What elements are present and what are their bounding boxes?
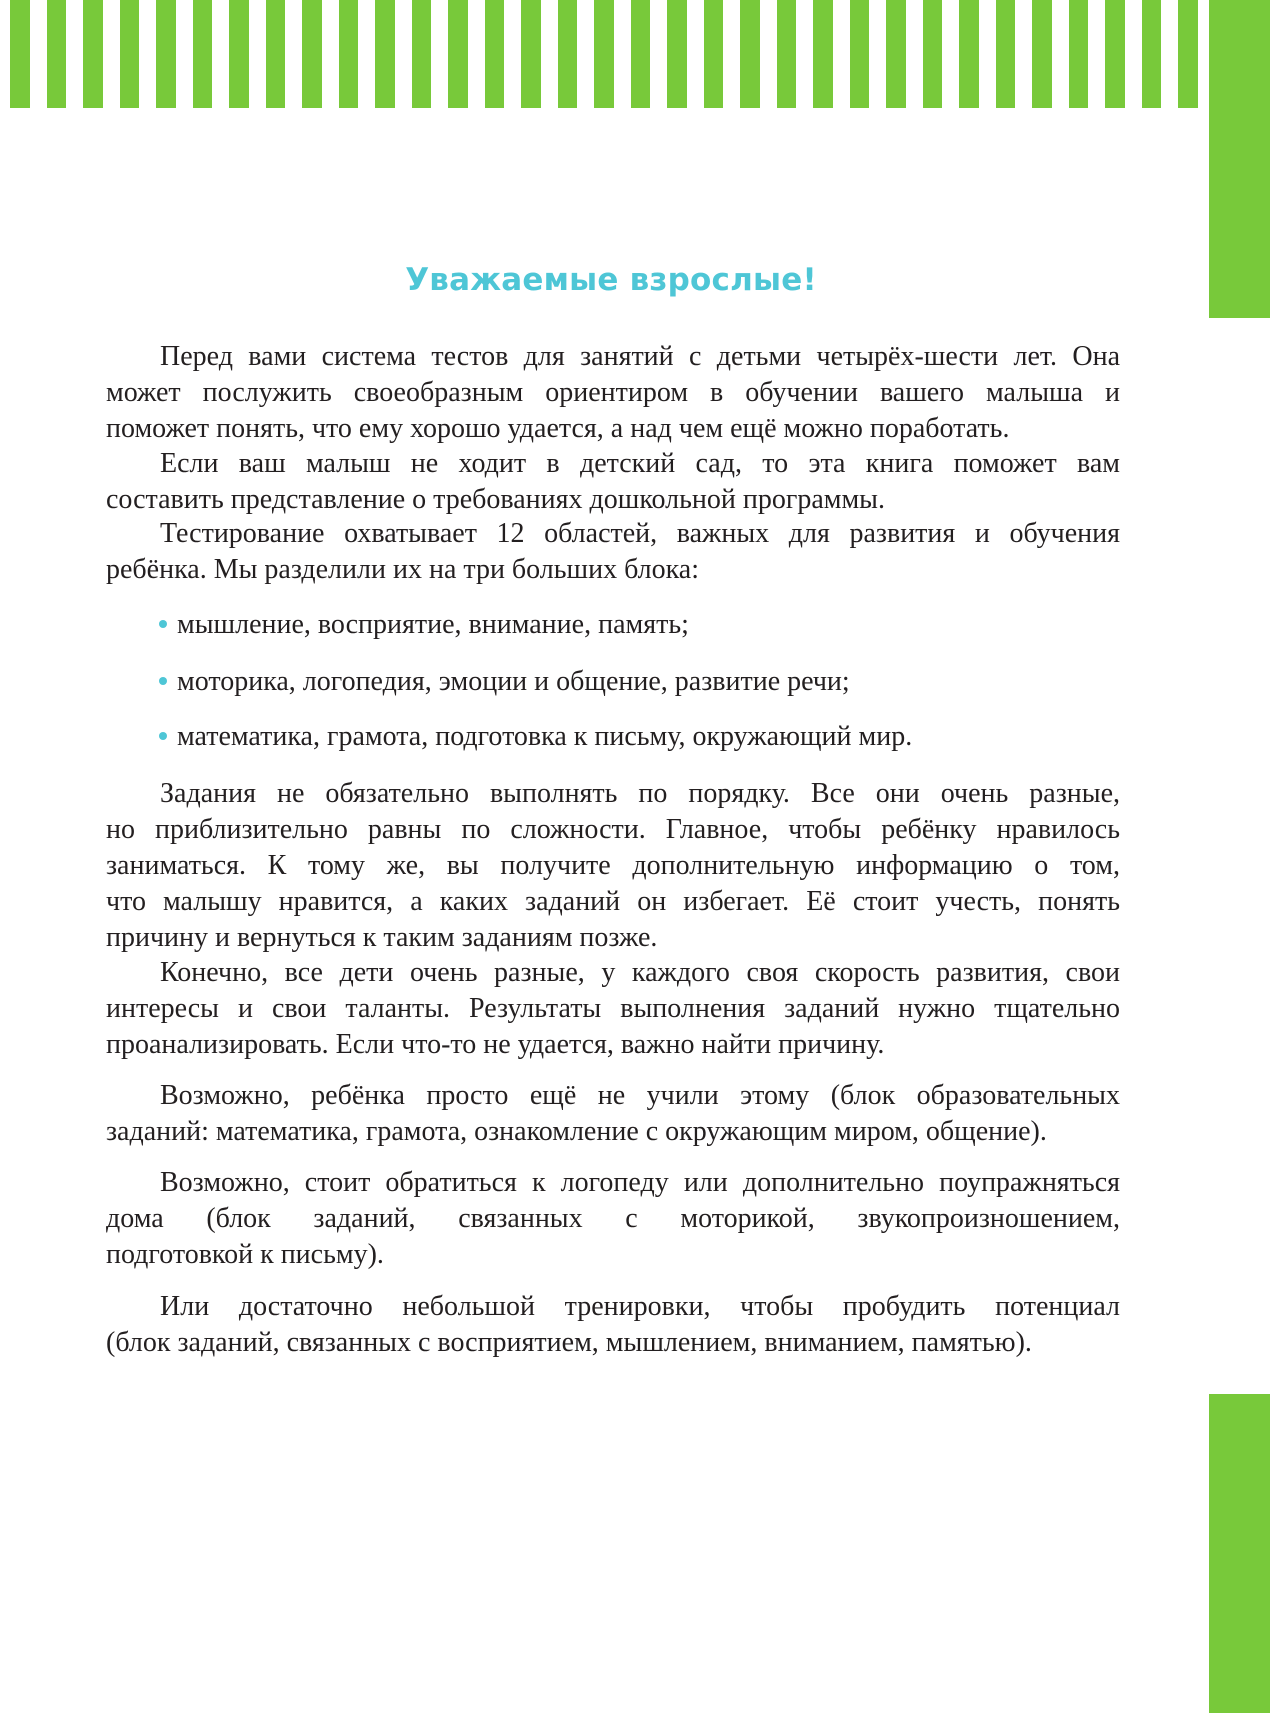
text-line: Тестирование охватывает 12 областей, важных для развития и обучения	[160, 518, 1120, 549]
text-line: что малышу нравится, а каких заданий он избегает. Её стоит учесть, понять	[106, 886, 1120, 917]
stripe	[1105, 0, 1125, 108]
stripe	[339, 0, 359, 108]
text-line: заданий: математика, грамота, ознакомление с окружающим миром, общение).	[106, 1116, 1047, 1147]
text-line: причину и вернуться к таким заданиям позже.	[106, 922, 658, 953]
side-tab-bottom	[1209, 1394, 1270, 1713]
text-line: ребёнка. Мы разделили их на три больших блока:	[106, 554, 700, 585]
stripe	[813, 0, 833, 108]
bullet-icon	[159, 620, 167, 628]
text-line: проанализировать. Если что-то не удается, важно найти причину.	[106, 1029, 885, 1060]
paragraph	[106, 339, 1120, 447]
stripe	[923, 0, 943, 108]
stripe	[1069, 0, 1089, 108]
text-line: Возможно, ребёнка просто ещё не учили этому (блок образовательных	[160, 1080, 1120, 1111]
paragraph	[106, 1165, 1120, 1273]
stripe	[558, 0, 578, 108]
text-line: заниматься. К тому же, вы получите дополнительную информацию о том,	[106, 850, 1120, 881]
paragraph	[106, 955, 1120, 1063]
stripe	[850, 0, 870, 108]
stripe	[83, 0, 103, 108]
paragraph	[106, 446, 1120, 518]
paragraph	[106, 776, 1120, 956]
stripe	[156, 0, 176, 108]
stripe	[266, 0, 286, 108]
bullet-item	[159, 719, 912, 755]
bullet-item	[159, 664, 850, 700]
text-line: Если ваш малыш не ходит в детский сад, то эта книга поможет вам	[160, 448, 1120, 479]
paragraph	[106, 516, 1120, 588]
stripe	[1178, 0, 1198, 108]
text-line: (блок заданий, связанных с восприятием, мышлением, вниманием, памятью).	[106, 1327, 1032, 1358]
stripe	[959, 0, 979, 108]
text-line: Возможно, стоит обратиться к логопеду или дополнительно поупражняться	[160, 1167, 1120, 1198]
stripe	[10, 0, 30, 108]
text-line: поможет понять, что ему хорошо удается, а над чем ещё можно поработать.	[106, 413, 1010, 444]
text-line: Конечно, все дети очень разные, у каждого своя скорость развития, свои	[160, 957, 1120, 988]
stripe	[302, 0, 322, 108]
stripe	[375, 0, 395, 108]
stripe	[1032, 0, 1052, 108]
stripe	[1142, 0, 1162, 108]
stripe	[777, 0, 797, 108]
bullet-text: моторика, логопедия, эмоции и общение, развитие речи;	[177, 666, 850, 697]
text-line: но приблизительно равны по сложности. Главное, чтобы ребёнку нравилось	[106, 814, 1120, 845]
stripe	[229, 0, 249, 108]
page-title: Уважаемые взрослые!	[405, 262, 817, 298]
bullet-text: математика, грамота, подготовка к письму, окружающий мир.	[177, 721, 913, 752]
text-line: Или достаточно небольшой тренировки, чтобы пробудить потенциал	[160, 1291, 1120, 1322]
text-line: может послужить своеобразным ориентиром в обучении вашего малыша и	[106, 377, 1120, 408]
stripe	[740, 0, 760, 108]
stripe	[412, 0, 432, 108]
stripe	[47, 0, 67, 108]
stripe	[667, 0, 687, 108]
bullet-item	[159, 607, 689, 643]
bullet-icon	[159, 677, 167, 685]
stripe	[886, 0, 906, 108]
stripe	[485, 0, 505, 108]
decorative-stripes	[0, 0, 1200, 108]
stripe	[521, 0, 541, 108]
paragraph	[106, 1289, 1120, 1361]
paragraph	[106, 1078, 1120, 1150]
text-line: Задания не обязательно выполнять по порядку. Все они очень разные,	[160, 778, 1120, 809]
text-line: подготовкой к письму).	[106, 1239, 384, 1270]
text-line: интересы и свои таланты. Результаты выполнения заданий нужно тщательно	[106, 993, 1120, 1024]
stripe	[704, 0, 724, 108]
text-line: дома (блок заданий, связанных с моторикой, звукопроизношением,	[106, 1203, 1120, 1234]
stripe	[631, 0, 651, 108]
stripe	[193, 0, 213, 108]
text-line: Перед вами система тестов для занятий с детьми четырёх-шести лет. Она	[160, 341, 1120, 372]
stripe	[594, 0, 614, 108]
stripe	[120, 0, 140, 108]
stripe	[996, 0, 1016, 108]
text-line: составить представление о требованиях дошкольной программы.	[106, 484, 885, 515]
stripe	[448, 0, 468, 108]
bullet-icon	[159, 732, 167, 740]
bullet-text: мышление, восприятие, внимание, память;	[177, 609, 689, 640]
